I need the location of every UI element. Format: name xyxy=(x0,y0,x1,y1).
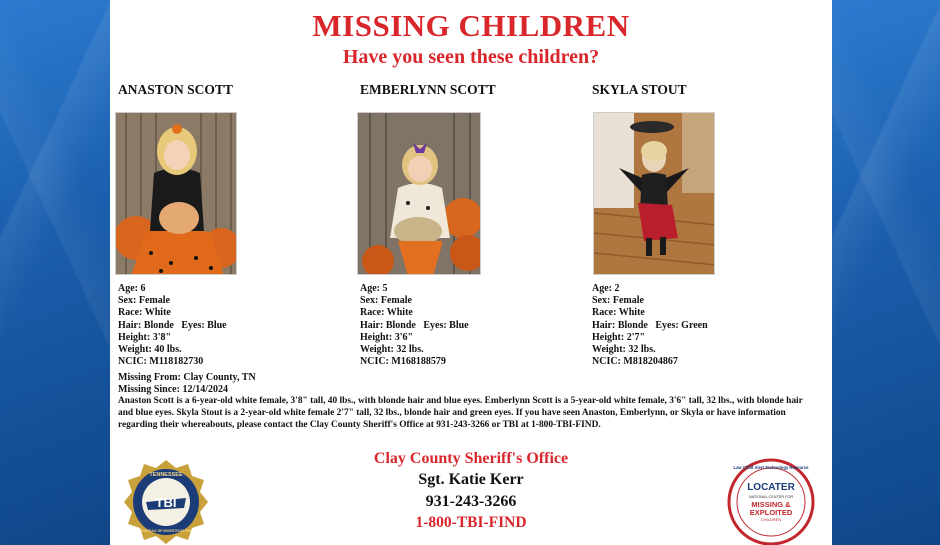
child-name: SKYLA STOUT xyxy=(592,82,687,97)
tbi-badge-center-text: TBI xyxy=(155,495,177,510)
locater-sub3: EXPLOITED xyxy=(749,508,793,517)
locater-sub1: NATIONAL CENTER FOR xyxy=(748,495,794,499)
contact-officer: Sgt. Katie Kerr xyxy=(418,471,524,488)
child-eyes: Eyes: Blue xyxy=(423,319,469,331)
child-hair: Hair: Blonde xyxy=(360,319,416,331)
contact-phone: 931-243-3266 xyxy=(425,493,517,510)
locater-sub2: MISSING & xyxy=(751,500,791,509)
child-info-emberlynn xyxy=(360,283,469,368)
child-height: Height: 2'7" xyxy=(592,331,646,343)
locater-sub4: CHILDREN xyxy=(760,517,782,522)
tbi-badge-top-text: TENNESSEE xyxy=(149,472,183,478)
child-sex: Sex: Female xyxy=(592,295,644,307)
locater-title: LOCATER xyxy=(747,482,795,493)
child-age: Age: 5 xyxy=(360,283,388,294)
child-name: EMBERLYNN SCOTT xyxy=(360,82,496,97)
child-weight: Weight: 40 lbs. xyxy=(118,344,182,356)
child-height: Height: 3'6" xyxy=(360,331,414,343)
flyer-subtitle: Have you seen these children? xyxy=(342,46,600,68)
child-name: ANASTON SCOTT xyxy=(118,82,233,97)
child-card-skyla xyxy=(592,82,822,98)
child-eyes: Eyes: Blue xyxy=(181,319,227,331)
child-ncic: NCIC: M818204867 xyxy=(592,356,678,368)
child-photo-skyla xyxy=(593,112,715,275)
background-left xyxy=(0,0,110,545)
child-race: Race: White xyxy=(592,307,645,319)
child-weight: Weight: 32 lbs. xyxy=(592,344,656,356)
child-ncic: NCIC: M168188579 xyxy=(360,356,446,368)
child-sex: Sex: Female xyxy=(360,295,412,307)
child-card-anaston xyxy=(118,82,348,98)
child-ncic: NCIC: M118182730 xyxy=(118,356,204,368)
missing-children-flyer xyxy=(110,0,832,545)
missing-details xyxy=(118,372,256,396)
child-info-anaston xyxy=(118,283,227,368)
child-race: Race: White xyxy=(360,307,413,319)
child-race: Race: White xyxy=(118,307,171,319)
child-hair: Hair: Blonde xyxy=(118,319,174,331)
missing-from: Missing From: Clay County, TN xyxy=(118,372,256,383)
child-info-skyla xyxy=(592,283,708,368)
tbi-badge-icon xyxy=(122,458,210,544)
child-eyes: Eyes: Green xyxy=(655,319,708,331)
child-card-emberlynn xyxy=(360,82,590,98)
child-weight: Weight: 32 lbs. xyxy=(360,344,424,356)
child-sex: Sex: Female xyxy=(118,295,170,307)
contact-office: Clay County Sheriff's Office xyxy=(373,450,569,467)
flyer-title: MISSING CHILDREN xyxy=(312,8,630,43)
background-right xyxy=(832,0,940,545)
child-age: Age: 2 xyxy=(592,283,620,294)
missing-since: Missing Since: 12/14/2024 xyxy=(118,384,229,395)
tbi-badge-bottom-text: BUREAU OF INVESTIGATION xyxy=(140,529,192,533)
child-height: Height: 3'8" xyxy=(118,331,172,343)
child-photo-anaston xyxy=(115,112,237,275)
locater-ring-text: Law Child Alert Technology Resource xyxy=(733,465,809,470)
child-age: Age: 6 xyxy=(118,283,146,294)
locater-logo-icon xyxy=(724,458,818,545)
child-hair: Hair: Blonde xyxy=(592,319,648,331)
contact-tbi-line: 1-800-TBI-FIND xyxy=(415,514,527,531)
description-paragraph: Anaston Scott is a 6-year-old white female, 3'8" tall, 40 lbs., with blonde hair and blue eyes. Emberlynn Scott is a 5-year-old white female, 3'6" tall, 32 lbs., with blonde hair and blue eyes. Skyla Stout is a 2-year-old white female 2'7" tall, 32 lbs., blonde hair and green eyes. If you have seen Anaston, Emberlynn, or Skyla or have information regarding their whereabouts, please contact the Clay County Sheriff's Office at 931-243-3266 or TBI at 1-800-TBI-FIND. xyxy=(118,396,803,430)
child-photo-emberlynn xyxy=(357,112,481,275)
